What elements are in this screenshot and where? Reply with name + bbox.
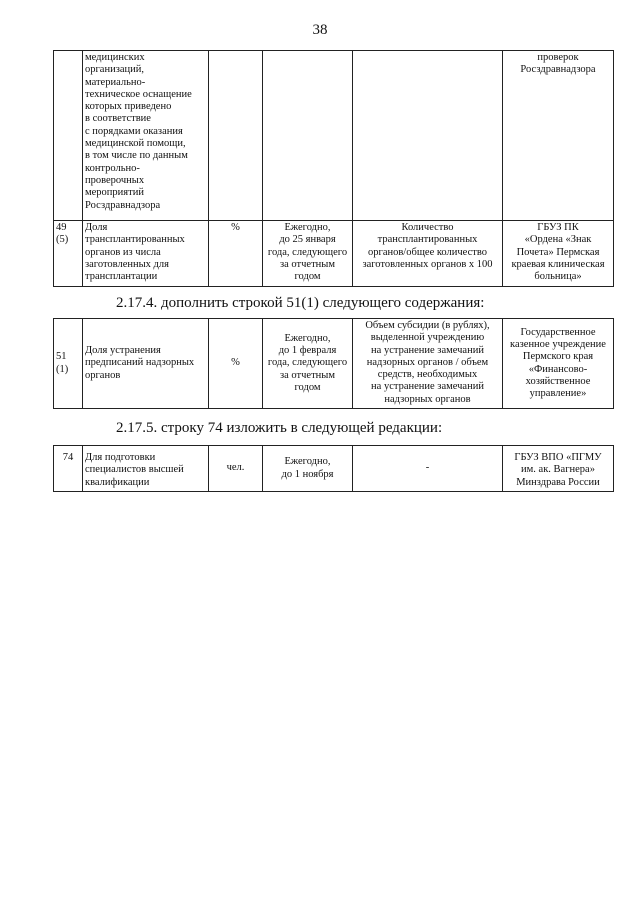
- cell-text-line: годом: [294, 271, 321, 283]
- cell-text-line: заготовленных органов x 100: [362, 258, 493, 270]
- indicator-name: [83, 446, 209, 492]
- row-number: 49 (5): [54, 221, 83, 287]
- page-number: 38: [312, 22, 328, 38]
- row-number: 51 (1): [54, 319, 83, 409]
- cell-text-line: трансплантации: [85, 271, 158, 283]
- cell-text-line: мероприятий: [85, 187, 144, 199]
- cell-text-line: проверочных: [85, 174, 145, 186]
- cell-text-line: Ежегодно,: [284, 456, 331, 468]
- cell-text-line: специалистов высшей: [85, 464, 184, 476]
- indicators-table-continued: [53, 50, 614, 287]
- calculation-method: [353, 319, 503, 409]
- amendment-heading-2-17-5: 2.17.5. строку 74 изложить в следующей редакции:: [116, 420, 443, 436]
- cell-text-line: которых приведено: [85, 101, 172, 113]
- cell-text-line: надзорных органов / объем: [366, 356, 489, 368]
- cell-text-line: техническое оснащение: [85, 88, 192, 100]
- table-row: [54, 221, 614, 287]
- calculation-method: [353, 51, 503, 221]
- unit: %: [209, 319, 263, 409]
- cell-text-line: выделенной учреждению: [370, 332, 485, 344]
- cell-text-line: годом: [294, 381, 321, 393]
- cell-text-line: заготовленных для: [85, 258, 169, 270]
- cell-text-line: краевая клиническая: [511, 258, 605, 270]
- period: [263, 51, 353, 221]
- cell-text-line: Почета» Пермская: [516, 246, 600, 258]
- indicator-name: [83, 221, 209, 287]
- cell-text-line: за отчетным: [280, 369, 335, 381]
- cell-text-line: трансплантированных: [85, 234, 185, 246]
- cell-text-line: организаций,: [85, 64, 144, 76]
- cell-text-line: Объем субсидии (в рублях),: [365, 320, 490, 331]
- cell-text-line: Пермского края: [522, 351, 594, 363]
- cell-text-line: управление»: [529, 388, 587, 400]
- cell-text-line: ГБУЗ ПК: [537, 222, 579, 233]
- cell-text-line: в том числе по данным: [85, 150, 188, 162]
- indicator-name: [83, 319, 209, 409]
- cell-text-line: Для подготовки: [85, 452, 156, 463]
- cell-text-line: за отчетным: [280, 258, 335, 270]
- cell-text-line: до 1 февраля: [278, 345, 337, 357]
- responsible-organization: [503, 221, 614, 287]
- cell-text-line: на устранение замечаний: [371, 381, 484, 393]
- cell-text-line: органов: [85, 369, 121, 381]
- period: [263, 221, 353, 287]
- cell-text-line: «Финансово-: [528, 363, 588, 375]
- cell-text-line: Государственное: [520, 326, 596, 338]
- cell-text-line: до 25 января: [279, 234, 336, 246]
- cell-text-line: контрольно-: [85, 162, 140, 174]
- cell-text-line: квалификации: [85, 476, 150, 488]
- cell-text-line: надзорных органов: [384, 393, 471, 405]
- cell-text-line: до 1 ноября: [281, 468, 334, 480]
- cell-text-line: -: [425, 462, 430, 474]
- cell-text-line: больница»: [534, 271, 582, 283]
- unit: [209, 51, 263, 221]
- indicator-name: [83, 51, 209, 221]
- cell-text-line: Доля устранения: [85, 345, 161, 357]
- cell-text-line: в соответствие: [85, 113, 151, 125]
- amendment-heading-2-17-4: 2.17.4. дополнить строкой 51(1) следующего содержания:: [116, 295, 485, 311]
- cell-text-line: Доля: [85, 222, 108, 233]
- cell-text-line: материально-: [85, 76, 146, 88]
- cell-text-line: органов из числа: [85, 246, 161, 258]
- cell-text-line: проверок: [537, 52, 579, 63]
- unit: чел.: [209, 446, 263, 492]
- cell-text-line: предписаний надзорных: [85, 357, 195, 369]
- cell-text-line: на устранение замечаний: [371, 344, 484, 356]
- table-row: [54, 319, 614, 409]
- row-number: 74: [54, 446, 83, 492]
- cell-text-line: казенное учреждение: [510, 338, 606, 350]
- cell-text-line: органов/общее количество: [368, 246, 487, 258]
- indicator-table-51-1: [53, 318, 614, 409]
- cell-text-line: года, следующего: [267, 246, 348, 258]
- responsible-organization: [503, 51, 614, 221]
- cell-text-line: Росздравнадзора: [85, 199, 161, 211]
- calculation-method: [353, 446, 503, 492]
- row-number: [54, 51, 83, 221]
- cell-text-line: средств, необходимых: [377, 369, 478, 381]
- cell-text-line: с порядками оказания: [85, 125, 183, 137]
- cell-text-line: трансплантированных: [377, 234, 478, 246]
- cell-text-line: Количество: [401, 222, 454, 233]
- calculation-method: [353, 221, 503, 287]
- cell-text-line: им. ак. Вагнера»: [521, 464, 595, 476]
- cell-text-line: года, следующего: [267, 357, 348, 369]
- cell-text-line: Росздравнадзора: [520, 64, 596, 76]
- cell-text-line: Ежегодно,: [284, 222, 331, 233]
- cell-text-line: медицинских: [85, 52, 145, 63]
- cell-text-line: ГБУЗ ВПО «ПГМУ: [514, 452, 602, 463]
- responsible-organization: [503, 446, 614, 492]
- period: [263, 446, 353, 492]
- period: [263, 319, 353, 409]
- indicator-table-74: [53, 445, 614, 492]
- cell-text-line: «Ордена «Знак: [524, 234, 592, 246]
- responsible-organization: [503, 319, 614, 409]
- cell-text-line: Ежегодно,: [284, 332, 331, 344]
- table-row: [54, 51, 614, 221]
- unit: %: [209, 221, 263, 287]
- cell-text-line: Минздрава России: [516, 476, 600, 488]
- cell-text-line: хозяйственное: [525, 375, 591, 387]
- table-row: [54, 446, 614, 492]
- cell-text-line: медицинской помощи,: [85, 138, 186, 150]
